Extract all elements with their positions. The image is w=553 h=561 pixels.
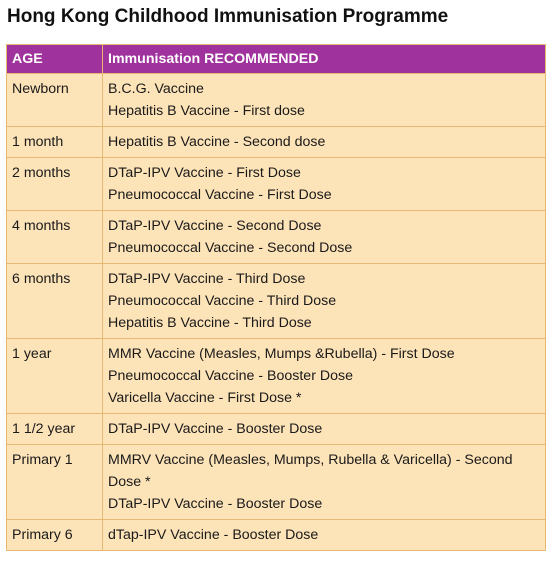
age-cell: Primary 1 (7, 445, 103, 520)
table-row (7, 264, 546, 339)
age-cell: 1 month (7, 127, 103, 158)
vaccine-cell (103, 445, 546, 520)
age-cell: 6 months (7, 264, 103, 339)
age-cell: 1 1/2 year (7, 414, 103, 445)
vaccine-item: Hepatitis B Vaccine - First dose (108, 103, 305, 119)
vaccine-item: DTaP-IPV Vaccine - Third Dose (108, 271, 306, 287)
page-title: Hong Kong Childhood Immunisation Programme (7, 6, 449, 27)
table-row (7, 74, 546, 127)
vaccine-cell (103, 127, 546, 158)
table-row (7, 520, 546, 551)
vaccine-item: B.C.G. Vaccine (108, 81, 204, 97)
vaccine-item: Hepatitis B Vaccine - Second dose (108, 134, 326, 150)
vaccine-cell (103, 414, 546, 445)
vaccine-cell (103, 264, 546, 339)
age-column-header: AGE (7, 45, 103, 74)
age-cell: 4 months (7, 211, 103, 264)
vaccine-item: Pneumococcal Vaccine - First Dose (108, 187, 332, 203)
age-cell: 2 months (7, 158, 103, 211)
vaccine-item: DTaP-IPV Vaccine - First Dose (108, 165, 301, 181)
vaccine-cell (103, 158, 546, 211)
vaccine-item: Pneumococcal Vaccine - Third Dose (108, 293, 337, 309)
age-cell: 1 year (7, 339, 103, 414)
vaccine-cell (103, 339, 546, 414)
vaccine-cell (103, 211, 546, 264)
vaccine-item: Hepatitis B Vaccine - Third Dose (108, 315, 312, 331)
table-row (7, 339, 546, 414)
vaccine-item: Varicella Vaccine - First Dose * (108, 390, 302, 406)
immunisation-column-header: Immunisation RECOMMENDED (103, 45, 546, 74)
vaccine-item: DTaP-IPV Vaccine - Booster Dose (108, 421, 323, 437)
vaccine-item: MMRV Vaccine (Measles, Mumps, Rubella & Varicella) - Second Dose * (108, 452, 513, 490)
vaccine-item: Pneumococcal Vaccine - Booster Dose (108, 368, 353, 384)
vaccine-item: DTaP-IPV Vaccine - Second Dose (108, 218, 322, 234)
table-row (7, 211, 546, 264)
table-row (7, 445, 546, 520)
vaccine-item: Pneumococcal Vaccine - Second Dose (108, 240, 353, 256)
vaccine-item: dTap-IPV Vaccine - Booster Dose (108, 527, 319, 543)
age-cell: Primary 6 (7, 520, 103, 551)
table-header-row (7, 45, 546, 74)
vaccine-cell (103, 520, 546, 551)
immunisation-table (6, 44, 546, 551)
table-row (7, 127, 546, 158)
table-row (7, 158, 546, 211)
age-cell: Newborn (7, 74, 103, 127)
vaccine-item: MMR Vaccine (Measles, Mumps &Rubella) - First Dose (108, 346, 455, 362)
vaccine-cell (103, 74, 546, 127)
vaccine-item: DTaP-IPV Vaccine - Booster Dose (108, 496, 323, 512)
table-row (7, 414, 546, 445)
